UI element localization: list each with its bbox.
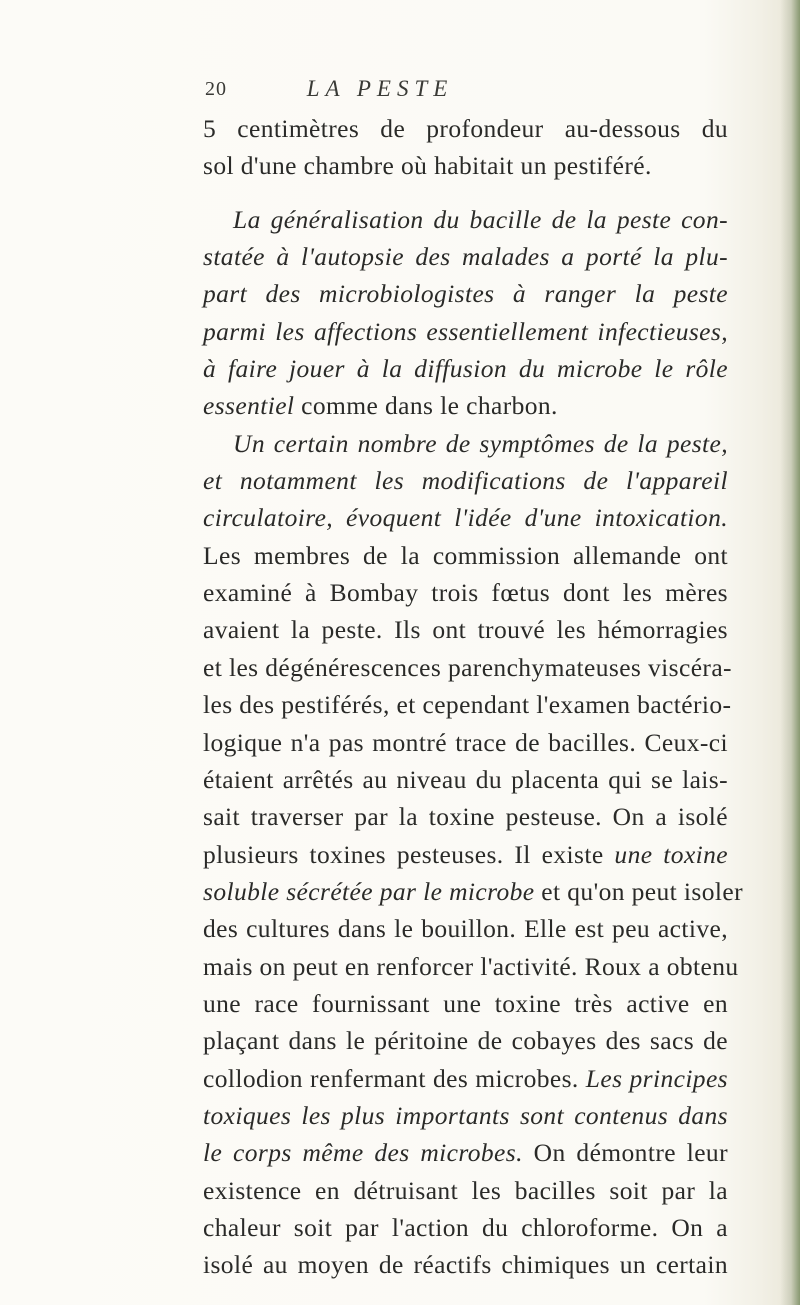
text-segment: Les membres de la commission allemande ont xyxy=(203,540,728,570)
page-header xyxy=(0,78,800,108)
italic-text-segment: parmi les affections essentiellement infectieuses, xyxy=(203,316,728,346)
text-line xyxy=(203,387,728,424)
text-line xyxy=(203,275,728,312)
italic-text-segment: soluble sécrétée par le microbe xyxy=(203,876,535,906)
text-segment: plusieurs toxines pesteuses. Il existe xyxy=(203,839,615,869)
text-line xyxy=(203,499,728,536)
text-segment: des cultures dans le bouillon. Elle est peu active, xyxy=(203,914,728,944)
text-segment: et les dégénérescences parenchymateuses viscéra- xyxy=(203,652,732,682)
text-line xyxy=(203,649,732,686)
text-line xyxy=(203,1022,728,1059)
italic-text-segment: Un certain nombre de symptômes de la peste, xyxy=(233,428,728,458)
text-segment: chaleur soit par l'action du chloroforme. On a xyxy=(203,1212,728,1242)
text-segment: plaçant dans le péritoine de cobayes des sacs de xyxy=(203,1026,728,1056)
text-line xyxy=(203,686,732,723)
italic-text-segment: circulatoire, évoquent l'idée d'une intoxication. xyxy=(203,503,728,533)
text-segment: On démontre leur xyxy=(522,1138,728,1168)
running-title: LA PESTE xyxy=(306,76,454,101)
text-segment: les des pestiférés, et cependant l'examen bactério- xyxy=(203,690,732,720)
text-segment: isolé au moyen de réactifs chimiques un certain xyxy=(203,1250,728,1280)
text-line xyxy=(203,798,728,835)
text-line xyxy=(203,910,728,947)
italic-text-segment: part des microbiologistes à ranger la peste xyxy=(203,279,728,309)
text-segment: existence en détruisant les bacilles soit par la xyxy=(203,1175,728,1205)
text-segment: 5 centimètres de profondeur au-dessous du xyxy=(203,114,728,143)
text-segment: sol d'une chambre où habitait un pestiféré. xyxy=(203,151,652,181)
italic-text-segment: et notamment les modifications de l'appareil xyxy=(203,466,728,496)
text-line xyxy=(203,1246,728,1283)
text-segment: avaient la peste. Ils ont trouvé les hémorragies xyxy=(203,615,728,645)
text-line xyxy=(203,350,728,387)
text-line xyxy=(203,1209,728,1246)
text-line xyxy=(203,1060,728,1097)
text-segment: collodion renfermant des microbes. xyxy=(203,1063,586,1093)
italic-text-segment: une toxine xyxy=(614,839,729,869)
text-line xyxy=(203,147,728,184)
italic-text-segment: essentiel xyxy=(203,391,295,421)
text-line xyxy=(203,238,728,275)
text-segment: examiné à Bombay trois fœtus dont les mères xyxy=(203,578,728,608)
text-line xyxy=(203,724,728,761)
text-line xyxy=(203,836,728,873)
text-segment: comme dans le charbon. xyxy=(294,391,558,421)
text-segment: une race fournissant une toxine très active en xyxy=(203,988,728,1018)
text-line xyxy=(203,611,728,648)
text-line xyxy=(203,201,728,238)
page-number: 20 xyxy=(205,78,227,100)
italic-text-segment: toxiques les plus importants sont contenus dans xyxy=(203,1100,728,1130)
text-line xyxy=(203,761,728,798)
italic-text-segment: La généralisation du bacille de la peste con- xyxy=(233,204,728,234)
body-text xyxy=(203,110,743,1284)
text-line xyxy=(203,873,743,910)
italic-text-segment: Les principes xyxy=(585,1063,728,1093)
text-segment: mais on peut en renforcer l'activité. Roux a obtenu xyxy=(203,951,739,981)
text-segment: logique n'a pas montré trace de bacilles. Ceux-ci xyxy=(203,727,728,757)
text-line xyxy=(203,1097,728,1134)
text-line xyxy=(203,425,728,462)
italic-text-segment: le corps même des microbes. xyxy=(203,1138,523,1168)
text-line xyxy=(203,574,728,611)
text-line xyxy=(203,313,728,350)
text-segment: étaient arrêtés au niveau du placenta qui se lais- xyxy=(203,764,728,794)
text-segment: et qu'on peut isoler xyxy=(534,876,743,906)
italic-text-segment: à faire jouer à la diffusion du microbe le rôle xyxy=(203,354,728,384)
text-line xyxy=(203,1134,728,1171)
italic-text-segment: statée à l'autopsie des malades a porté la plu- xyxy=(203,242,728,272)
text-line xyxy=(203,948,739,985)
text-line xyxy=(203,462,728,499)
page-edge-shadow xyxy=(780,0,800,1305)
text-line xyxy=(203,110,728,147)
text-segment: sait traverser par la toxine pesteuse. On a isolé xyxy=(203,802,728,832)
text-line xyxy=(203,985,728,1022)
paragraph-gap xyxy=(203,185,728,201)
text-line xyxy=(203,1172,728,1209)
text-line xyxy=(203,537,728,574)
